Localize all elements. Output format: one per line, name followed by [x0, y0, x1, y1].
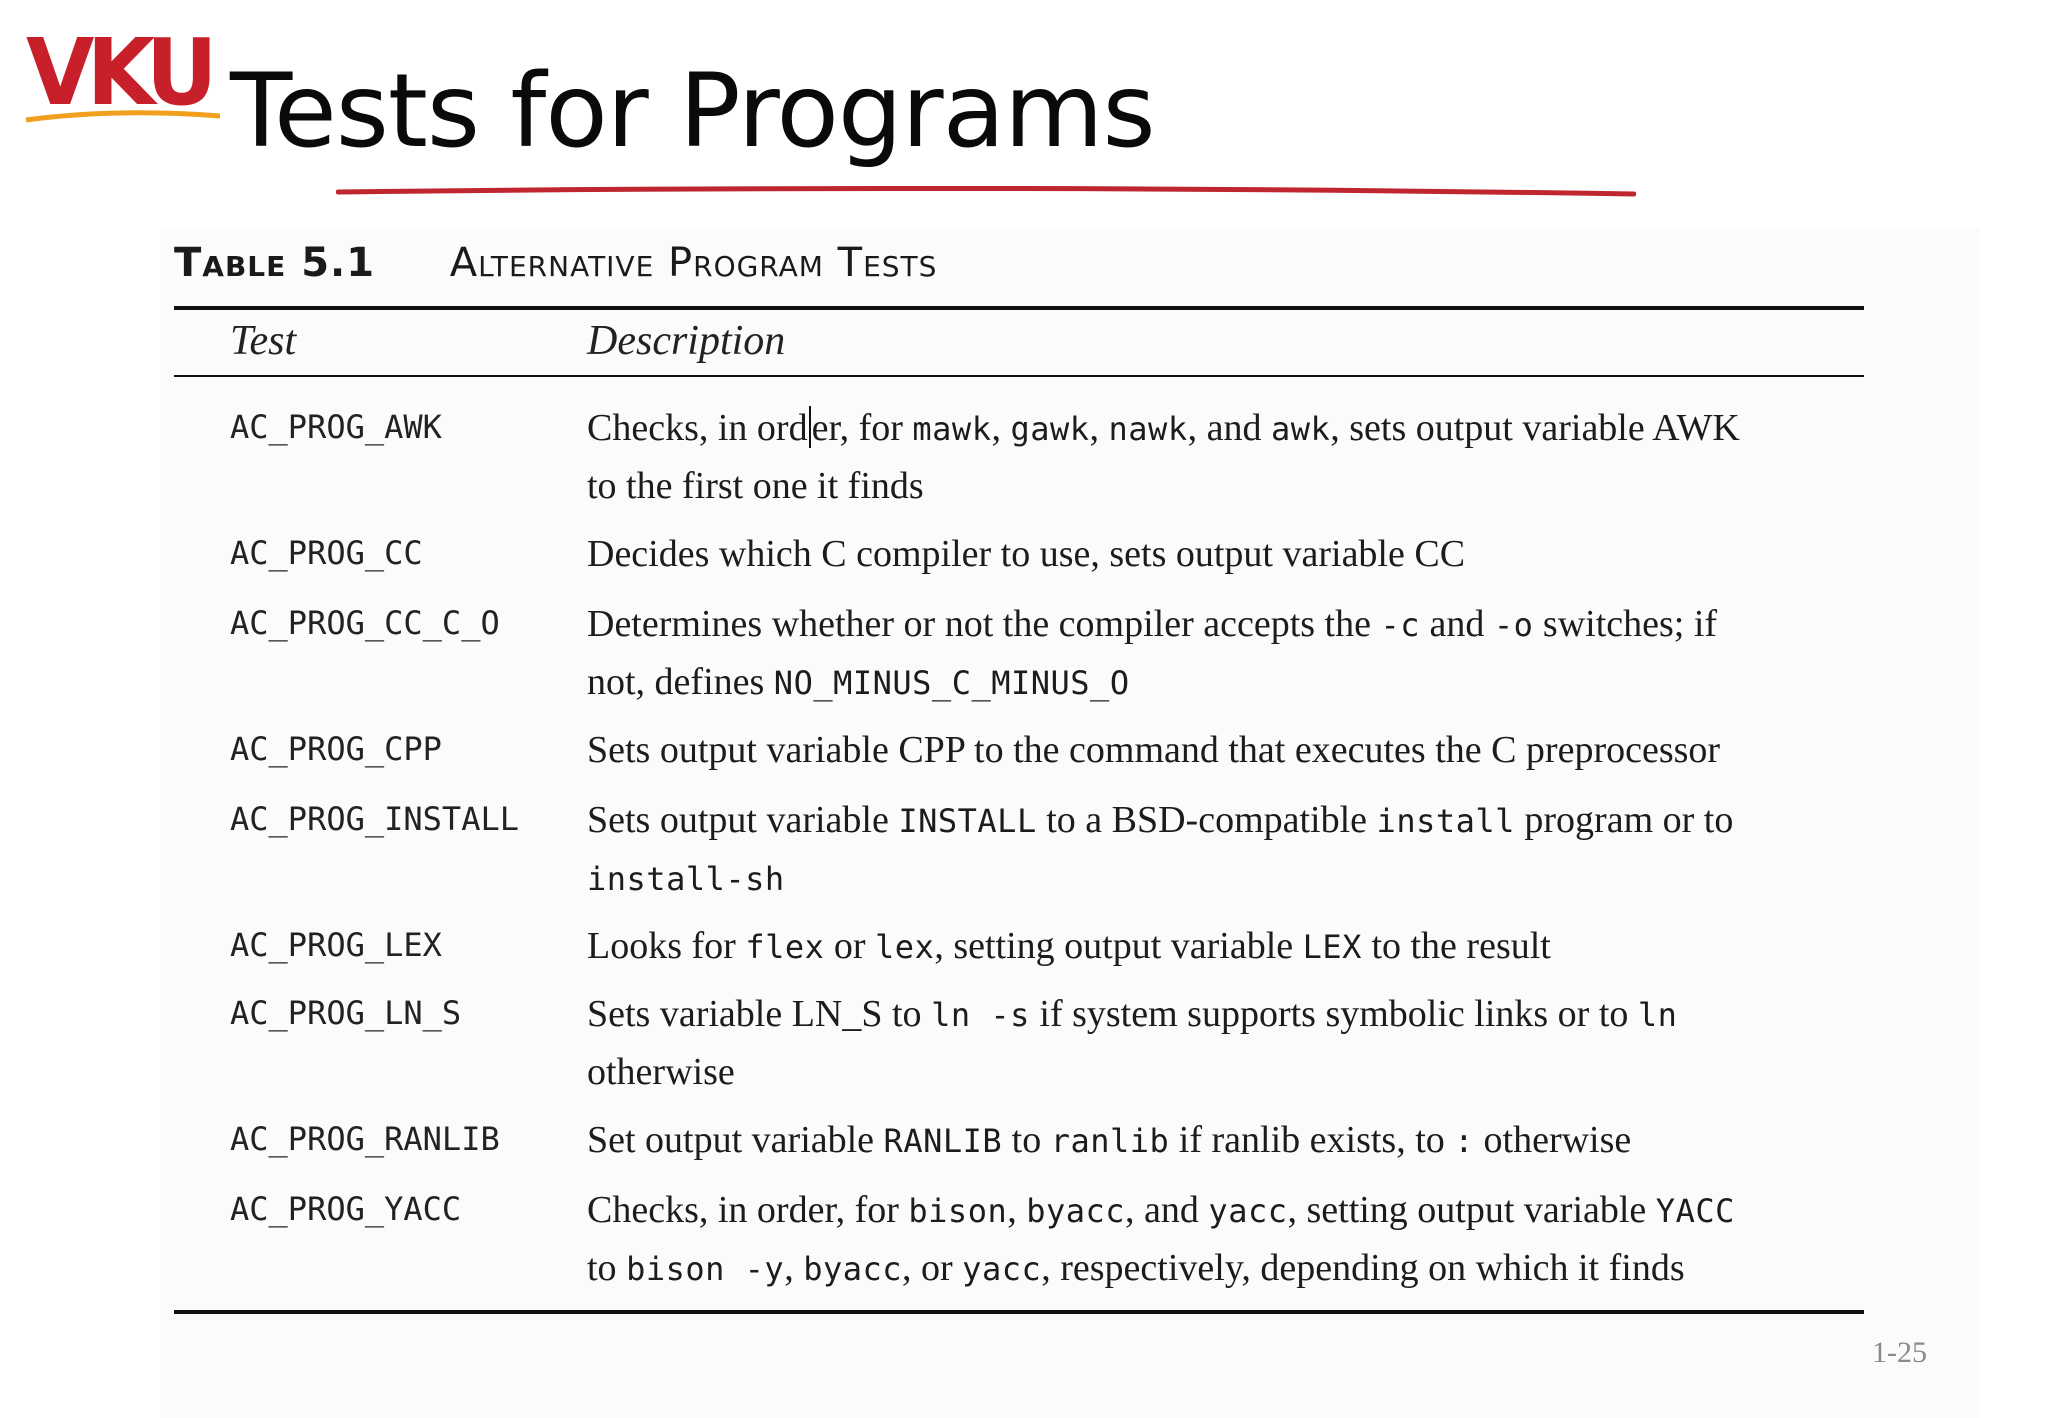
code-token: ln -s [931, 996, 1030, 1034]
description-text: , and [1187, 407, 1271, 449]
code-token: NO_MINUS_C_MINUS_O [773, 664, 1130, 702]
description-text: if system supports symbolic links or to [1029, 993, 1638, 1035]
test-name: AC_PROG_YACC [230, 1190, 462, 1228]
test-name: AC_PROG_INSTALL [230, 800, 519, 838]
column-header-test: Test [230, 318, 297, 364]
code-token: LEX [1302, 928, 1362, 966]
code-token: gawk [1010, 410, 1090, 448]
description-text: if ranlib exists, to [1169, 1119, 1455, 1161]
test-description [587, 722, 1867, 779]
table-bottom-rule [174, 1310, 1864, 1314]
code-token: ranlib [1050, 1122, 1170, 1160]
vku-logo [24, 24, 220, 130]
vku-logo-text: VKU [26, 24, 211, 126]
code-token: mawk [912, 410, 992, 448]
test-name: AC_PROG_RANLIB [230, 1120, 500, 1158]
test-description [587, 526, 1867, 583]
code-token: YACC [1655, 1192, 1735, 1230]
test-name: AC_PROG_CPP [230, 730, 442, 768]
description-text: to a BSD-compatible [1036, 799, 1377, 841]
code-token: bison -y [626, 1250, 785, 1288]
code-token: -c [1380, 606, 1421, 644]
code-token: : [1454, 1122, 1475, 1160]
description-line [587, 918, 1867, 976]
description-text: Checks, in ord [587, 407, 808, 449]
description-text: , setting output variable [934, 925, 1303, 967]
code-token: byacc [803, 1250, 903, 1288]
text-cursor [809, 406, 811, 448]
description-text: to the first one it finds [587, 465, 924, 507]
description-text: Sets variable LN_S to [587, 993, 932, 1035]
table-top-rule [174, 306, 1864, 310]
code-token: lex [875, 928, 935, 966]
description-line [587, 400, 1867, 458]
description-text: to [587, 1247, 627, 1289]
description-text: , respectively, depending on which it finds [1041, 1247, 1685, 1289]
test-description [587, 986, 1867, 1101]
description-text: , setting output variable [1287, 1189, 1656, 1231]
description-line [587, 850, 1867, 908]
vku-logo-graphic [24, 24, 220, 130]
table-header-rule [174, 375, 1864, 377]
description-text: Set output variable [587, 1119, 884, 1161]
code-token: install [1376, 802, 1515, 840]
description-text: , [784, 1247, 804, 1289]
test-description [587, 792, 1867, 908]
description-line [587, 654, 1867, 712]
description-text: , [1089, 407, 1109, 449]
table-caption-text: Alternative Program Tests [449, 240, 938, 286]
description-text: and [1420, 603, 1494, 645]
test-description [587, 596, 1867, 712]
description-text: or [824, 925, 876, 967]
code-token: ln [1637, 996, 1678, 1034]
page-number: 1-25 [1872, 1336, 1927, 1369]
description-text: switches; if [1533, 603, 1718, 645]
description-text: Sets output variable [587, 799, 899, 841]
description-text: , sets output variable AWK [1330, 407, 1740, 449]
code-token: flex [745, 928, 825, 966]
test-name: AC_PROG_AWK [230, 408, 442, 446]
description-text: Looks for [587, 925, 746, 967]
code-token: INSTALL [898, 802, 1037, 840]
table-number: Table 5.1 [174, 240, 376, 286]
code-token: install-sh [587, 860, 785, 898]
test-name: AC_PROG_CC [230, 534, 423, 572]
test-description [587, 1112, 1867, 1170]
test-name: AC_PROG_LN_S [230, 994, 462, 1032]
description-line [587, 1044, 1867, 1101]
code-token: -o [1493, 606, 1534, 644]
test-description [587, 918, 1867, 976]
description-text: , [1007, 1189, 1027, 1231]
description-text: otherwise [587, 1051, 735, 1093]
test-description [587, 1182, 1867, 1298]
description-text: to the result [1361, 925, 1551, 967]
code-token: byacc [1026, 1192, 1126, 1230]
description-text: program or to [1514, 799, 1734, 841]
description-line [587, 596, 1867, 654]
column-header-description: Description [587, 318, 786, 364]
title-underline [336, 184, 1636, 200]
description-line [587, 792, 1867, 850]
code-token: bison [908, 1192, 1008, 1230]
test-name: AC_PROG_LEX [230, 926, 442, 964]
code-token: yacc [962, 1250, 1042, 1288]
description-line [587, 986, 1867, 1044]
test-name: AC_PROG_CC_C_O [230, 604, 500, 642]
description-text: Sets output variable CPP to the command that executes the C preprocessor [587, 729, 1721, 771]
code-token: RANLIB [883, 1122, 1003, 1160]
description-text: otherwise [1474, 1119, 1632, 1161]
description-text: er, for [811, 407, 913, 449]
description-text: Determines whether or not the compiler accepts the [587, 603, 1381, 645]
table-caption [174, 240, 937, 286]
code-token: yacc [1208, 1192, 1288, 1230]
description-text: to [1002, 1119, 1051, 1161]
description-text: , or [902, 1247, 963, 1289]
page-title: Tests for Programs [230, 52, 1155, 171]
description-text: Checks, in order, for [587, 1189, 909, 1231]
test-description [587, 400, 1867, 515]
description-line [587, 458, 1867, 515]
code-token: awk [1270, 410, 1331, 448]
description-text: , [991, 407, 1011, 449]
description-text: , and [1125, 1189, 1209, 1231]
description-line [587, 722, 1867, 779]
description-text: not, defines [587, 661, 774, 703]
description-text: Decides which C compiler to use, sets output variable CC [587, 533, 1466, 575]
description-line [587, 1112, 1867, 1170]
description-line [587, 1240, 1867, 1298]
description-line [587, 526, 1867, 583]
description-line [587, 1182, 1867, 1240]
code-token: nawk [1108, 410, 1188, 448]
